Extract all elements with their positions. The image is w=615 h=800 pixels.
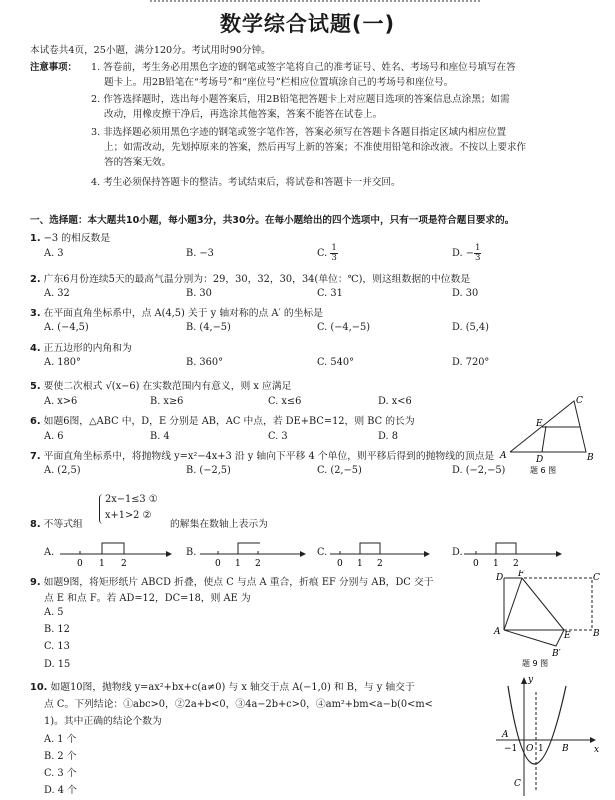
q1-stem: 1. −3 的相反数是 [30,233,111,244]
notice-3-line-2: 上；如需改动，先划掉原来的答案，然后再写上新的答案；不准使用铅笔和涂改液。不按以上要求作 [104,142,527,153]
q2-option-a: A. 32 [44,288,70,299]
svg-text:y: y [528,675,534,685]
svg-text:0: 0 [77,559,83,569]
svg-text:0: 0 [215,559,221,569]
svg-text:A: A [502,730,509,740]
svg-text:B′: B′ [552,649,561,659]
q3-option-b: B. (4,−5) [186,322,231,333]
notice-1-line-1: 1. 答卷前，考生务必用黑色字迹的钢笔或签字笔将自己的准考证号、姓名、考场号和座位号填写在答 [91,62,516,73]
page-title: 数学综合试题(一) [219,12,396,36]
q7-option-b: B. (−2,5) [186,465,231,476]
notice-3-line-1: 3. 非选择题必须用黑色字迹的钢笔或签字笔作答，答案必须写在答题卡各题目指定区域内相应位置 [91,127,507,138]
q8-option-b-numberline [198,536,318,570]
svg-text:F: F [518,570,525,579]
figure-9-folded-rectangle [492,570,604,670]
svg-text:−1: −1 [504,744,518,754]
svg-text:题 9 图: 题 9 图 [522,659,549,668]
exam-intro: 本试卷共4页，25小题，满分120分。考试用时90分钟。 [30,45,271,56]
q9-stem-line-1: 9. 如题9图，将矩形纸片 ABCD 折叠，使点 C 与点 A 重合，折痕 EF 分别与 AB，DC 交于 [30,577,434,588]
q1-option-b: B. −3 [186,248,214,259]
q10-option-b: B. 2 个 [44,751,77,762]
notice-2-line-2: 改动，用橡皮擦干净后，再选涂其他答案，答案不能答在试卷上。 [104,109,383,120]
q9-option-c: C. 13 [44,641,70,652]
q8-option-a-label: A. [44,547,55,558]
svg-text:E: E [564,631,571,641]
notice-1-line-2: 题卡上。用2B铅笔在“考场号”和“座位号”栏相应位置填涂自己的考场号和座位号。 [104,77,454,88]
q7-stem: 7. 平面直角坐标系中，将抛物线 y=x²−4x+3 沿 y 轴向下平移 4 个单位，则平移后得到的抛物线的顶点是 [30,451,495,462]
figure-6-triangle [498,396,596,476]
q5-option-a: A. x>6 [44,396,78,407]
q8-option-a-numberline [58,536,178,570]
fig6-label-a: A [500,451,507,461]
svg-text:1: 1 [538,744,544,754]
q7-option-c: C. (2,−5) [317,465,362,476]
q8-option-c-label: C. [317,547,328,558]
q9-option-d: D. 15 [44,659,71,670]
q2-option-b: B. 30 [186,288,212,299]
fig6-label-e: E [536,419,543,429]
top-cut-line [150,0,480,6]
q2-option-c: C. 31 [317,288,343,299]
q10-stem-line-1: 10. 如题10图，抛物线 y=ax²+bx+c(a≠0) 与 x 轴交于点 A(−1,0) 和 B，与 y 轴交于 [30,682,415,693]
q1-option-c: C. $\frac{1}{3}$ [317,243,337,263]
q1-option-d: D. − $\frac{1}{3}$ [452,243,481,263]
q10-stem-line-2: 点 C。下列结论：①abc>0，②2a+b<0，③4a−2b+c>0，④am²+bm<a−b(0<m< [44,699,433,710]
svg-text:A: A [494,627,501,637]
q6-option-a: A. 6 [44,431,64,442]
fig6-label-d: D [536,455,544,465]
q8-stem-suffix: 的解集在数轴上表示为 [170,519,268,530]
q6-option-c: C. 3 [268,431,288,442]
q1-number: 1. [30,233,41,244]
q8-option-d-label: D. [452,547,463,558]
q2-option-d: D. 30 [452,288,479,299]
q7-option-d: D. (−2,−5) [452,465,506,476]
svg-text:x: x [594,745,600,755]
svg-text:D: D [496,573,504,583]
q10-option-d: D. 4 个 [44,785,77,796]
q10-stem-line-3: 1)。其中正确的结论个数为 [44,716,162,727]
svg-text:1: 1 [357,559,363,569]
svg-text:C: C [593,573,600,583]
q5-option-d: D. x<6 [378,396,412,407]
svg-text:2: 2 [513,559,519,569]
q9-option-b: B. 12 [44,624,70,635]
q5-option-b: B. x≥6 [150,396,184,407]
svg-text:C: C [514,779,521,789]
svg-text:2: 2 [377,559,383,569]
fig6-caption: 题 6 图 [530,466,557,475]
q3-option-a: A. (−4,5) [44,322,89,333]
svg-text:0: 0 [473,559,479,569]
q4-option-a: A. 180° [44,357,81,368]
q9-option-a: A. 5 [44,607,64,618]
q5-stem: 5. 要使二次根式 √(x−6) 在实数范围内有意义，则 x 应满足 [30,381,292,392]
q6-stem: 6. 如题6图，△ABC 中，D，E 分别是 AB，AC 中点，若 DE+BC=12，则 BC 的长为 [30,416,415,427]
svg-text:1: 1 [99,559,105,569]
svg-text:B: B [593,629,600,639]
q8-option-d-numberline [462,536,572,570]
q4-option-b: B. 360° [186,357,224,368]
q8-option-b-label: B. [186,547,197,558]
q9-stem-line-2: 点 E 和点 F。若 AD=12，DC=18，则 AE 为 [44,593,251,604]
q10-option-a: A. 1 个 [44,734,77,745]
svg-text:O: O [526,744,534,754]
svg-text:B: B [562,744,569,754]
notice-3-line-3: 答的答案无效。 [104,157,172,168]
q8-stem-prefix: 8. 不等式组 [30,519,83,530]
q6-option-b: B. 4 [150,431,170,442]
q7-option-a: A. (2,5) [44,465,81,476]
q3-option-d: D. (5,4) [452,322,489,333]
q3-stem: 3. 在平面直角坐标系中，点 A(4,5) 关于 y 轴对称的点 A′ 的坐标是 [30,308,324,319]
svg-text:0: 0 [337,559,343,569]
notice-label: 注意事项： [30,62,77,73]
q8-option-c-numberline [328,536,438,570]
svg-text:1: 1 [235,559,241,569]
svg-text:2: 2 [121,559,127,569]
q6-option-d: D. 8 [378,431,398,442]
q2-stem: 2. 广东6月份连续5天的最高气温分别为：29，30，32，30，34(单位：℃)，则这组数据的中位数是 [30,274,471,285]
section-1-header: 一、选择题：本大题共10小题，每小题3分，共30分。在每小题给出的四个选项中，只有一项是符合题目要求的。 [30,215,515,226]
q3-option-c: C. (−4,−5) [317,322,371,333]
notice-2-line-1: 2. 作答选择题时，选出每小题答案后，用2B铅笔把答题卡上对应题目选项的答案信息点涂黑；如需 [91,94,510,105]
q8-ineq-2: x+1>2 ② [105,510,152,521]
q4-option-c: C. 540° [317,357,354,368]
q4-option-d: D. 720° [452,357,490,368]
q5-option-c: C. x≤6 [268,396,302,407]
fig6-label-c: C [576,396,583,406]
q4-stem: 4. 正五边形的内角和为 [30,343,132,354]
q1-option-a: A. 3 [44,248,64,259]
notice-4-line-1: 4. 考生必须保持答题卡的整洁。考试结束后，将试卷和答题卡一并交回。 [91,177,401,188]
svg-text:2: 2 [255,559,261,569]
figure-10-parabola [488,672,603,800]
q10-option-c: C. 3 个 [44,768,77,779]
fig6-label-b: B [587,453,594,463]
svg-text:1: 1 [493,559,499,569]
q8-ineq-1: 2x−1≤3 ① [105,494,158,505]
